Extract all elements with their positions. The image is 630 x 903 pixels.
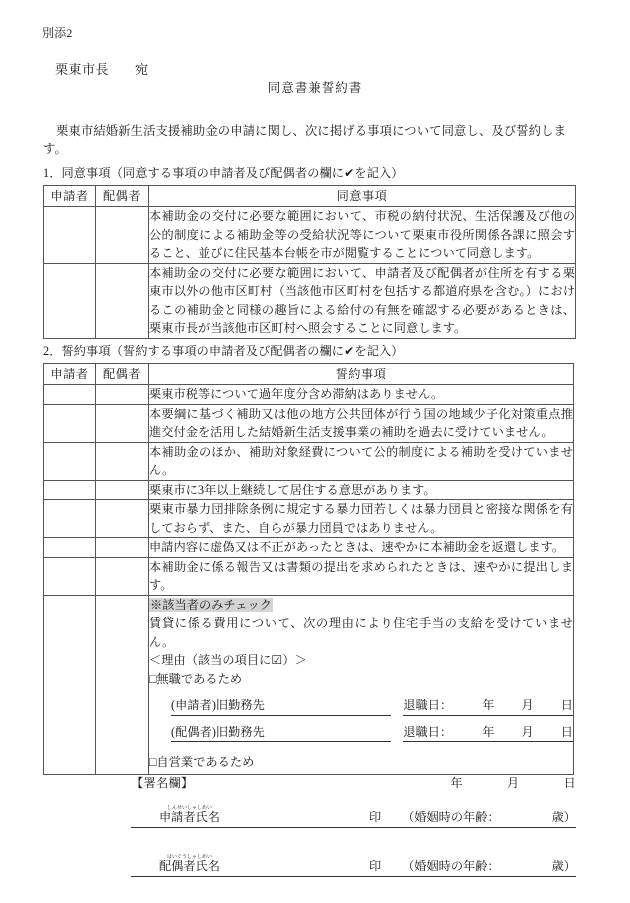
signature-heading: 【署名欄】: [131, 776, 194, 790]
retire-date-label: 退職日：: [403, 697, 453, 712]
table-header-row: [44, 364, 574, 385]
year-unit: 年: [450, 776, 463, 790]
pledge-item-text: 栗東市暴力団排除条例に規定する暴力団若しくは暴力団員と密接な関係を有しておらず、また、自らが暴力団員ではありません。: [149, 500, 574, 538]
applicant-former-employer-label: (申請者)旧勤務先: [171, 697, 265, 712]
attachment-number: 別添2: [42, 26, 73, 40]
checkmark-cell-applicant[interactable]: [44, 557, 96, 595]
pledge-table: [43, 363, 574, 775]
age-label: （婚姻時の年齢：: [402, 810, 500, 824]
spouse-name-label: [159, 855, 220, 874]
checkmark-cell-applicant[interactable]: [44, 480, 96, 500]
seal-label: 印: [368, 810, 382, 824]
age-unit: 歳）: [551, 810, 576, 824]
checkmark-cell-spouse[interactable]: [96, 404, 149, 442]
year-unit: 年: [482, 697, 495, 712]
signature-section: [131, 774, 576, 877]
month-unit: 月: [521, 724, 534, 739]
column-header-applicant: 申請者: [44, 186, 96, 207]
checkmark-cell-spouse[interactable]: [96, 557, 149, 595]
reason-label: ＜理由（該当の項目に☑）＞: [149, 652, 307, 667]
applicant-retire-date-field[interactable]: [403, 698, 573, 716]
checkbox-self-employed[interactable]: □自営業であるため: [149, 755, 255, 770]
checkmark-cell-applicant[interactable]: [44, 404, 96, 442]
housing-allowance-statement: 賃貸に係る費用について、次の理由により住宅手当の支給を受けていません。: [149, 616, 573, 649]
pledge-item-text: 申請内容に虚偽又は不正があったときは、速やかに本補助金を返還します。: [149, 538, 574, 558]
spouse-former-employer-label: (配偶者)旧勤務先: [171, 724, 265, 739]
applicant-former-employer-field[interactable]: [171, 698, 391, 716]
spouse-name-text: 配偶者氏名: [159, 859, 220, 873]
checkmark-cell-applicant[interactable]: [44, 207, 96, 264]
pledge-item-text: 本補助金のほか、補助対象経費について公的制度による補助を受けていません。: [149, 442, 574, 480]
day-unit: 日: [560, 697, 573, 712]
pledge-item-text: 栗東市に3年以上継続して居住する意思があります。: [149, 480, 574, 500]
table-row: [44, 442, 574, 480]
age-unit: 歳）: [551, 859, 576, 873]
year-unit: 年: [482, 724, 495, 739]
spouse-retire-date-field[interactable]: [403, 725, 573, 743]
table-row-housing-allowance: [44, 596, 574, 775]
month-unit: 月: [521, 697, 534, 712]
checkbox-unemployed[interactable]: □無職であるため: [149, 671, 243, 686]
column-header-spouse: 配偶者: [96, 364, 149, 385]
age-label: （婚姻時の年齢：: [402, 859, 500, 873]
intro-paragraph: 栗東市結婚新生活支援補助金の申請に関し、次に掲げる事項について同意し、及び誓約します。: [43, 124, 567, 157]
checkmark-cell-applicant[interactable]: [44, 596, 96, 775]
table-header-row: [44, 186, 576, 207]
checkmark-cell-spouse[interactable]: [96, 500, 149, 538]
checkmark-cell-spouse[interactable]: [96, 442, 149, 480]
section2-heading: 2．誓約事項（誓約する事項の申請者及び配偶者の欄に✔を記入）: [43, 344, 404, 358]
spouse-former-employer-row: [171, 725, 573, 743]
table-row: [44, 480, 574, 500]
month-unit: 月: [507, 776, 520, 790]
column-header-applicant: 申請者: [44, 364, 96, 385]
checkmark-cell-applicant[interactable]: [44, 538, 96, 558]
consent-item-text: 本補助金の交付に必要な範囲において、市税の納付状況、生活保護及び他の公的制度による補助金等の受給状況等について栗東市役所関係各課に照会すること、並びに住民基本台帳を市が閲覧することについて同意します。: [149, 207, 576, 264]
spouse-signature-row[interactable]: [131, 844, 576, 877]
table-row: [44, 263, 576, 338]
signature-date-field[interactable]: [451, 774, 577, 791]
addressee-suffix: 宛: [135, 62, 149, 77]
housing-allowance-block: [149, 596, 574, 775]
signature-header-row: [131, 774, 576, 791]
spouse-seal-and-age: [369, 857, 576, 874]
applicant-name-furigana: しんせいしゃしめい: [159, 806, 220, 811]
day-unit: 日: [560, 724, 573, 739]
checkmark-cell-applicant[interactable]: [44, 385, 96, 405]
checkmark-cell-applicant[interactable]: [44, 263, 96, 338]
column-header-spouse: 配偶者: [96, 186, 149, 207]
spouse-former-employer-field[interactable]: [171, 725, 391, 743]
checkmark-cell-applicant[interactable]: [44, 500, 96, 538]
document-title: 同意書兼誓約書: [267, 81, 363, 95]
checkmark-cell-spouse[interactable]: [96, 480, 149, 500]
spouse-name-furigana: はいぐうしゃしめい: [159, 855, 220, 860]
checkmark-cell-spouse[interactable]: [96, 538, 149, 558]
applicant-seal-and-age: [369, 808, 576, 825]
applicant-name-text: 申請者氏名: [159, 810, 220, 824]
applicant-name-label: [159, 806, 220, 825]
section1-heading: 1．同意事項（同意する事項の申請者及び配偶者の欄に✔を記入）: [43, 166, 404, 180]
table-row: [44, 557, 574, 595]
pledge-item-text: 栗東市税等について過年度分含め滞納はありません。: [149, 385, 574, 405]
highlight-note: ※該当者のみチェック: [150, 598, 273, 613]
pledge-item-text: 本要綱に基づく補助又は他の地方公共団体が行う国の地域少子化対策重点推進交付金を活用した結婚新生活支援事業の補助を過去に受けていません。: [149, 404, 574, 442]
pledge-item-text: 本補助金に係る報告又は書類の提出を求められたときは、速やかに提出します。: [149, 557, 574, 595]
checkmark-cell-spouse[interactable]: [96, 263, 149, 338]
addressee-name: 栗東市長: [55, 62, 110, 77]
checkmark-cell-spouse[interactable]: [96, 596, 149, 775]
retire-date-label: 退職日：: [403, 724, 453, 739]
consent-table: [43, 185, 576, 339]
seal-label: 印: [368, 859, 382, 873]
column-header-consent-items: 同意事項: [149, 186, 576, 207]
addressee-line: [55, 59, 149, 78]
table-row: [44, 538, 574, 558]
table-row: [44, 385, 574, 405]
checkmark-cell-applicant[interactable]: [44, 442, 96, 480]
checkmark-cell-spouse[interactable]: [96, 207, 149, 264]
day-unit: 日: [563, 776, 576, 790]
checkmark-cell-spouse[interactable]: [96, 385, 149, 405]
applicant-former-employer-row: [171, 698, 573, 716]
applicant-signature-row[interactable]: [131, 795, 576, 828]
table-row: [44, 500, 574, 538]
column-header-pledge-items: 誓約事項: [149, 364, 574, 385]
consent-item-text: 本補助金の交付に必要な範囲において、申請者及び配偶者が住所を有する栗東市以外の他市区町村（当該他市区町村を包括する都道府県を含む。）におけるこの補助金と同様の趣旨による給付の有無を確認する必要があるときは、栗東市長が当該他市区町村へ照会することに同意します。: [149, 263, 576, 338]
table-row: [44, 404, 574, 442]
highlight-note-line: [149, 596, 573, 614]
table-row: [44, 207, 576, 264]
